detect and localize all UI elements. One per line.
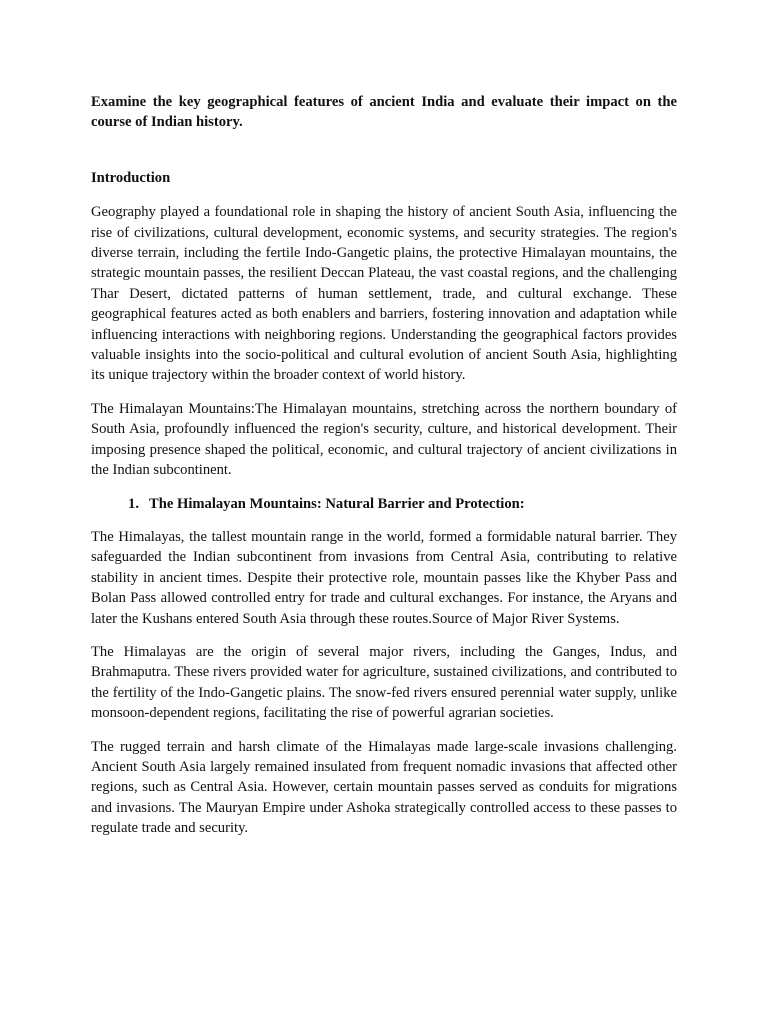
section-1-number: 1. <box>128 495 139 512</box>
document-page <box>91 92 677 852</box>
intro-paragraph: Geography played a foundational role in shaping the history of ancient South Asia, influencing the rise of civilizations, cultural development, economic systems, and security strategies. The region's diverse terrain, including the fertile Indo-Gangetic plains, the protective Himalayan mountains, the strategic mountain passes, the resilient Deccan Plateau, the vast coastal regions, and the challenging Thar Desert, dictated patterns of human settlement, trade, and cultural exchange. These geographical features acted as both enablers and barriers, fostering innovation and adaptation while influencing interactions with neighboring regions. Understanding the geographical factors provides valuable insights into the socio-political and cultural evolution of ancient South Asia, highlighting its unique trajectory within the broader context of world history. <box>91 204 677 384</box>
section-1-paragraph-terrain: The rugged terrain and harsh climate of the Himalayas made large-scale invasions challenging. Ancient South Asia largely remained insulated from frequent nomadic invasions that affected other regions, such as Central Asia. However, certain mountain passes served as conduits for migrations and invasions. The Mauryan Empire under Ashoka strategically controlled access to these passes to regulate trade and security. <box>91 738 677 837</box>
section-1-paragraph-barrier: The Himalayas, the tallest mountain range in the world, formed a formidable natural barrier. They safeguarded the Indian subcontinent from invasions from Central Asia, contributing to relative stability in ancient times. Despite their protective role, mountain passes like the Khyber Pass and Bolan Pass allowed controlled entry for trade and cultural exchanges. For instance, the Aryans and later the Kushans entered South Asia through these routes.Source of Major River Systems. <box>91 528 677 627</box>
section-1-paragraph-rivers: The Himalayas are the origin of several major rivers, including the Ganges, Indus, and Brahmaputra. These rivers provided water for agriculture, sustained civilizations, and contributed to the fertility of the Indo-Gangetic plains. The snow-fed rivers ensured perennial water supply, unlike monsoon-dependent regions, facilitating the rise of powerful agrarian societies. <box>91 643 677 722</box>
section-1-heading-text: The Himalayan Mountains: Natural Barrier and Protection: <box>149 495 525 512</box>
section-1-heading <box>91 494 677 514</box>
himalaya-overview-paragraph: The Himalayan Mountains:The Himalayan mountains, stretching across the northern boundary of South Asia, profoundly influenced the region's security, culture, and historical development. Their imposing presence shaped the political, economic, and cultural trajectory of ancient civilizations in the Indian subcontinent. <box>91 400 677 479</box>
document-title: Examine the key geographical features of ancient India and evaluate their impact on the course of Indian history. <box>91 94 677 131</box>
introduction-heading: Introduction <box>91 169 171 186</box>
